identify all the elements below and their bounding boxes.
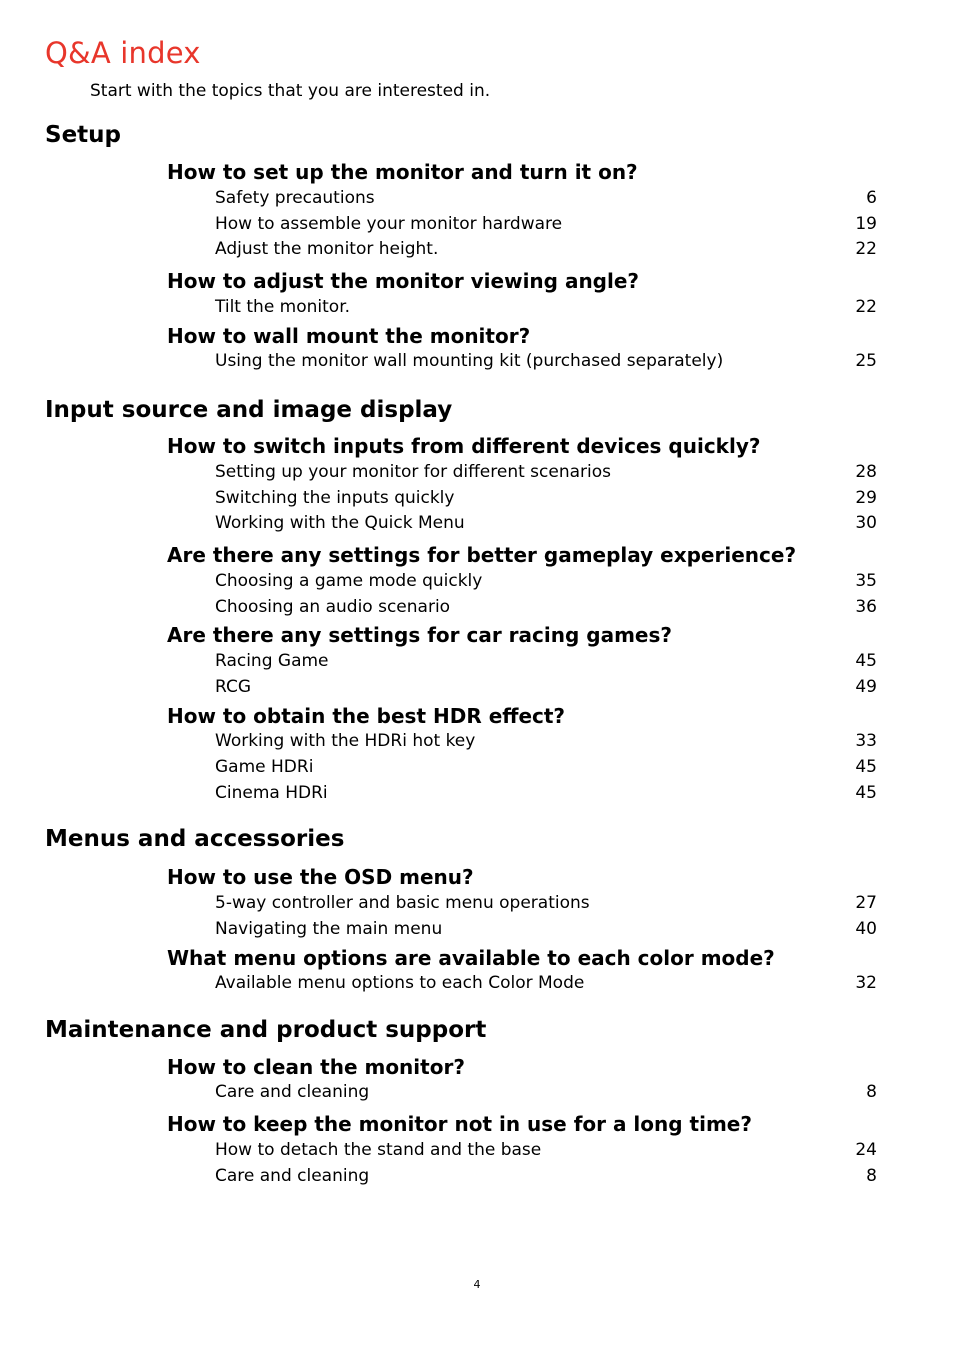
entry-text: Care and cleaning	[215, 1082, 370, 1102]
question-heading: Are there any settings for car racing games?	[167, 623, 672, 647]
entry-text: Using the monitor wall mounting kit (purchased separately)	[215, 351, 724, 371]
index-entry[interactable]	[215, 597, 877, 621]
page-title: Q&A index	[45, 36, 201, 70]
entry-text: Adjust the monitor height.	[215, 239, 439, 259]
entry-page-number[interactable]: 45	[855, 651, 877, 671]
entry-text: Racing Game	[215, 651, 329, 671]
index-entry[interactable]	[215, 919, 877, 943]
index-entry[interactable]	[215, 783, 877, 807]
entry-text: Game HDRi	[215, 757, 314, 777]
intro-text: Start with the topics that you are interested in.	[90, 81, 491, 101]
entry-page-number[interactable]: 22	[855, 297, 877, 317]
entry-text: Working with the Quick Menu	[215, 513, 465, 533]
entry-text: How to assemble your monitor hardware	[215, 214, 563, 234]
entry-text: Tilt the monitor.	[215, 297, 351, 317]
entry-text: Switching the inputs quickly	[215, 488, 455, 508]
entry-page-number[interactable]: 30	[855, 513, 877, 533]
index-entry[interactable]	[215, 188, 877, 212]
entry-text: RCG	[215, 677, 252, 697]
index-entry[interactable]	[215, 214, 877, 238]
entry-page-number[interactable]: 24	[855, 1140, 877, 1160]
section-heading-maintenance: Maintenance and product support	[45, 1017, 487, 1043]
entry-page-number[interactable]: 27	[855, 893, 877, 913]
index-entry[interactable]	[215, 757, 877, 781]
entry-text: Available menu options to each Color Mode	[215, 973, 585, 993]
index-entry[interactable]	[215, 651, 877, 675]
question-heading: How to obtain the best HDR effect?	[167, 704, 566, 728]
entry-page-number[interactable]: 32	[855, 973, 877, 993]
index-entry[interactable]	[215, 513, 877, 537]
entry-page-number[interactable]: 45	[855, 757, 877, 777]
entry-text: Choosing an audio scenario	[215, 597, 451, 617]
section-heading-input-source: Input source and image display	[45, 397, 453, 423]
index-entry[interactable]	[215, 297, 877, 321]
question-heading: How to keep the monitor not in use for a long time?	[167, 1112, 752, 1136]
question-heading: How to clean the monitor?	[167, 1055, 465, 1079]
index-entry[interactable]	[215, 1140, 877, 1164]
entry-page-number[interactable]: 36	[855, 597, 877, 617]
index-entry[interactable]	[215, 677, 877, 701]
entry-text: 5-way controller and basic menu operations	[215, 893, 590, 913]
entry-text: Navigating the main menu	[215, 919, 443, 939]
section-heading-menus: Menus and accessories	[45, 826, 345, 852]
question-heading: How to use the OSD menu?	[167, 865, 474, 889]
entry-page-number[interactable]: 29	[855, 488, 877, 508]
index-entry[interactable]	[215, 488, 877, 512]
section-heading-setup: Setup	[45, 122, 121, 148]
entry-text: How to detach the stand and the base	[215, 1140, 542, 1160]
index-entry[interactable]	[215, 731, 877, 755]
entry-page-number[interactable]: 49	[855, 677, 877, 697]
index-entry[interactable]	[215, 351, 877, 375]
entry-page-number[interactable]: 25	[855, 351, 877, 371]
entry-page-number[interactable]: 19	[855, 214, 877, 234]
index-entry[interactable]	[215, 1166, 877, 1190]
entry-page-number[interactable]: 8	[866, 1166, 877, 1186]
question-heading: How to wall mount the monitor?	[167, 324, 531, 348]
page-number: 4	[473, 1278, 481, 1291]
entry-page-number[interactable]: 45	[855, 783, 877, 803]
index-entry[interactable]	[215, 893, 877, 917]
question-heading: What menu options are available to each color mode?	[167, 946, 775, 970]
question-heading: How to set up the monitor and turn it on?	[167, 160, 638, 184]
index-entry[interactable]	[215, 462, 877, 486]
entry-text: Choosing a game mode quickly	[215, 571, 483, 591]
entry-page-number[interactable]: 6	[866, 188, 877, 208]
entry-page-number[interactable]: 8	[866, 1082, 877, 1102]
question-heading: How to adjust the monitor viewing angle?	[167, 269, 640, 293]
entry-page-number[interactable]: 33	[855, 731, 877, 751]
entry-text: Setting up your monitor for different scenarios	[215, 462, 611, 482]
entry-page-number[interactable]: 40	[855, 919, 877, 939]
entry-text: Cinema HDRi	[215, 783, 328, 803]
index-entry[interactable]	[215, 973, 877, 997]
index-entry[interactable]	[215, 571, 877, 595]
index-entry[interactable]	[215, 239, 877, 263]
entry-page-number[interactable]: 28	[855, 462, 877, 482]
entry-text: Safety precautions	[215, 188, 375, 208]
entry-page-number[interactable]: 22	[855, 239, 877, 259]
entry-text: Working with the HDRi hot key	[215, 731, 476, 751]
entry-text: Care and cleaning	[215, 1166, 370, 1186]
question-heading: How to switch inputs from different devices quickly?	[167, 434, 761, 458]
index-entry[interactable]	[215, 1082, 877, 1106]
question-heading: Are there any settings for better gameplay experience?	[167, 543, 797, 567]
entry-page-number[interactable]: 35	[855, 571, 877, 591]
